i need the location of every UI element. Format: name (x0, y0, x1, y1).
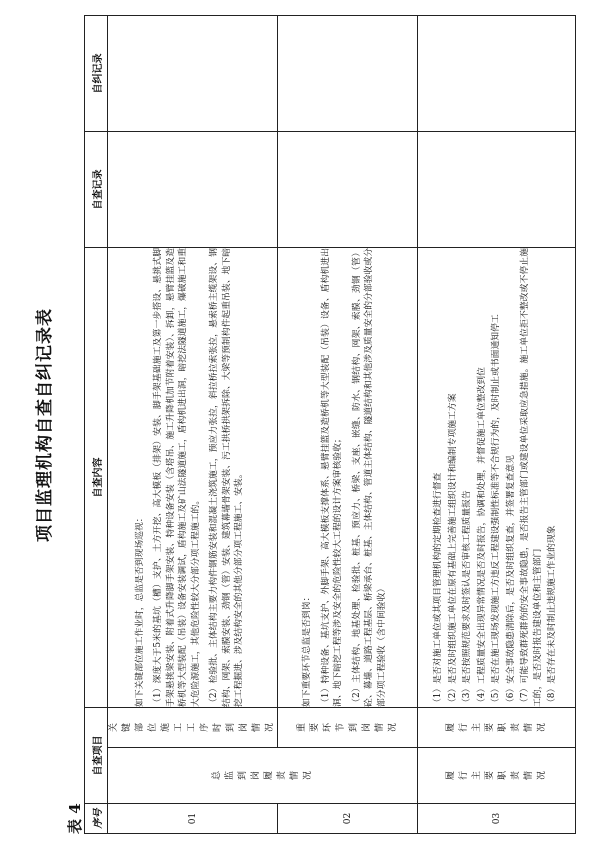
header-item: 自查项目 (85, 708, 108, 804)
content-line: （2）是否及时组织施工单位在原有基础上完善施工组织设计和编制专项施工方案 (447, 393, 458, 707)
correction-record-cell[interactable] (278, 16, 418, 132)
content-line: （2）主体结构、地基处理、检验批、桩基、预应力、桥梁、支座、嵌缝、防水、钢结构、网架、索膜、劲钢（管）砼、幕墙、道路工程基层、桥梁承台、桩基、主体结构、管道主体结构、隧道结构和其他涉及质量安全的分部验收或分部分项工程验收（含中间验收） (351, 248, 387, 707)
table-header-row (85, 16, 108, 834)
row-content (278, 248, 418, 708)
content-line: （1）深度大于5米的基坑（槽）支护、土方开挖、高大模板（排架）安装、脚手架基础施工及第一步搭设、悬挑式脚手架悬挑梁安装、附着式升降脚手架安装、特种设备安装（含塔吊、施工升降机加节附着安装）、拆卸，悬臂挂篮及造桥机等大型装配（吊装）设备安装调试，盾构施工及矿山法隧道施工，盾构机进出洞，暗挖法隧道施工，爆破施工和重大危险源施工，其他危险性较大分部分项工程施工的。 (153, 248, 201, 707)
content-line: （2）检验批、主体结构主要力构件钢筋安装和混凝土浇筑施工，预应力张拉，斜拉桥拉索张拉，悬索桥主缆架设、钢结构、网架、索膜安装、劲钢（管）安装、建筑幕墙骨架安装、污工拱桥拱架拆除、大梁等预制构件起重吊装、地下暗挖工程掘进、涉及结构安全的其他分部分项工程施工、安装。 (209, 248, 244, 707)
row-subitem: 重要环节到岗情况 (278, 708, 418, 748)
row-seq: 02 (278, 804, 418, 834)
self-record-cell[interactable] (278, 132, 418, 248)
row-content (108, 248, 278, 708)
header-correction-record: 自纠记录 (85, 16, 108, 132)
content-line: （5）是否在施工现场发现施工方违反工程建设强制性标准等不合规行为的，及时制止或书面通知停工 (491, 314, 502, 707)
content-line: 如下重要环节总监是否到岗： (302, 592, 312, 707)
content-line: （8）是否存在未及时制止违规施工作业的现象 (547, 525, 558, 707)
content-line: （1）特种设备、基坑支护、外脚手架、高大模板支撑体系、悬臂挂篮及造桥机等大型装配（吊装）设备、盾构机进出洞、地下暗挖工程等涉及安全的危险性较大工程的设计方案审核验收； (320, 248, 343, 707)
content-line: （7）可能导致群死群伤的安全事故隐患，是否报告主管部门或建设单位采取应急措施。施工单位拒不整改或不停止施工的，是否及时报告建设单位和主管部门 (520, 248, 543, 707)
row-subitem: 履行主要职责情况 (418, 708, 576, 748)
row-seq: 01 (108, 804, 278, 834)
correction-record-cell[interactable] (108, 16, 278, 132)
row-item: 履行主要职责情况 (418, 748, 576, 804)
header-content: 自查内容 (85, 248, 108, 708)
self-check-table (84, 15, 576, 834)
header-seq: 序号 (85, 804, 108, 834)
header-self-record: 自查记录 (85, 132, 108, 248)
content-line: （4）工程质量安全出现异常情况是否及时报告，协调和处理，并督促施工单位整改到位 (476, 367, 487, 707)
table-row (418, 16, 576, 834)
row-content (418, 248, 576, 708)
content-line: （3）是否按照规范要求及时签认是否审核工程质量报告 (462, 490, 473, 707)
table-number-label: 表 4 (66, 803, 84, 834)
content-line: （6）安全事故隐患清除后，是否及时组织复查，并签署复查意见 (505, 455, 516, 707)
correction-record-cell[interactable] (418, 16, 576, 132)
self-record-cell[interactable] (418, 132, 576, 248)
table-row (108, 16, 278, 834)
row-seq: 03 (418, 804, 576, 834)
row-item: 总监到岗履责情况 (108, 748, 418, 804)
self-record-cell[interactable] (108, 132, 278, 248)
table-row (278, 16, 418, 834)
content-line: （1）是否对施工单位或其项目管理机构的定期检查进行督查 (433, 472, 444, 707)
page-title: 项目监理机构自查自纠记录表 (35, 308, 55, 542)
row-subitem: 关键部位施工工序时到岗情况 (108, 708, 278, 748)
content-line: 如下关键部位施工作业时，总监是否到现场巡视： (134, 513, 145, 707)
